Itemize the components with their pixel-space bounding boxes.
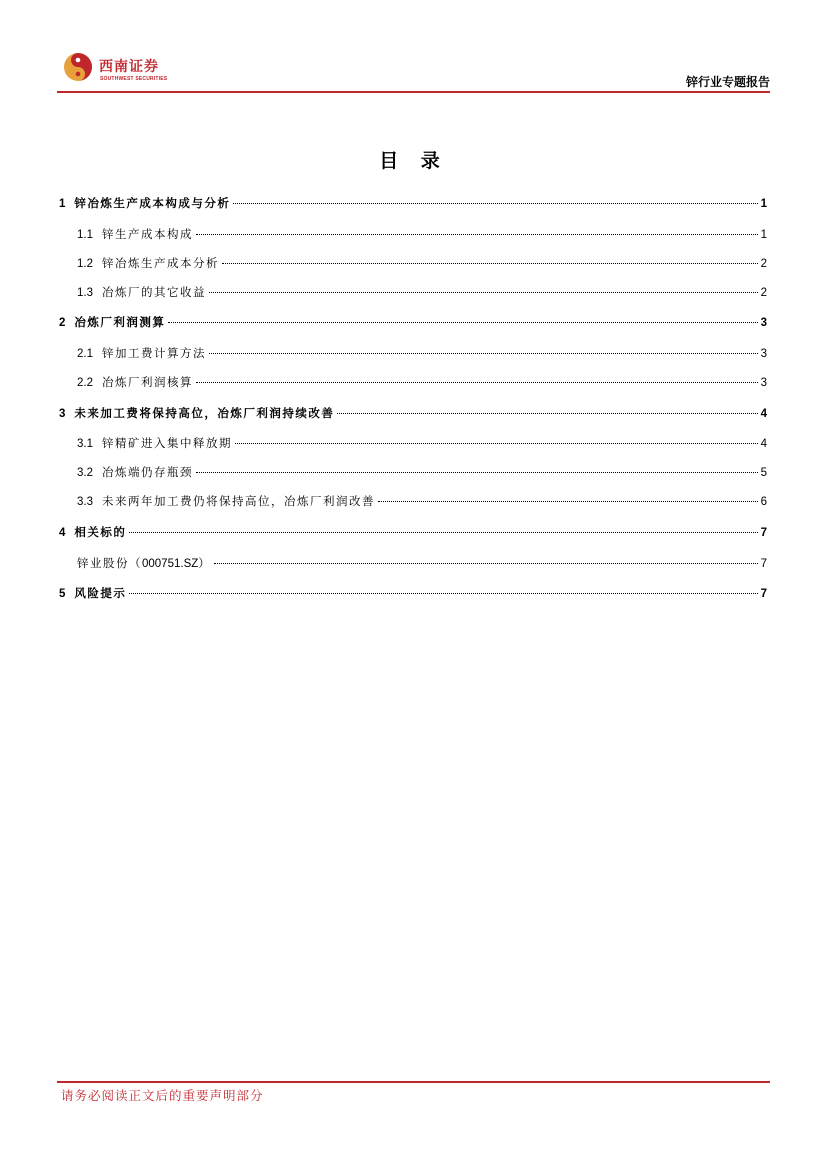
toc-entry-page: 7: [760, 588, 767, 600]
toc-leader: [214, 563, 757, 564]
toc-entry-number: 3.3: [77, 496, 93, 508]
toc-entry-page: 2: [760, 258, 767, 270]
toc-entry-page: 2: [760, 287, 767, 299]
toc-entry-title: 冶炼厂利润核算: [102, 375, 193, 389]
toc-leader: [209, 353, 758, 354]
toc-entry-number: 1.3: [77, 287, 93, 299]
header-divider: [57, 91, 770, 93]
toc-entry-title-close: ）: [198, 556, 212, 570]
toc-entry-number: 5: [59, 588, 66, 600]
toc-entry-title: 未来两年加工费仍将保持高位，冶炼厂利润改善: [102, 494, 375, 508]
toc-entry-page: 4: [760, 408, 767, 420]
toc-entry-page: 1: [760, 229, 767, 241]
toc-entry-title: 冶炼端仍存瓶颈: [102, 465, 193, 479]
toc-entry-number: 2.2: [77, 377, 93, 389]
page-header: [57, 46, 770, 94]
toc-entry-page: 3: [760, 317, 767, 329]
report-type: 锌行业专题报告: [685, 75, 770, 89]
toc-entry-page: 7: [760, 527, 767, 539]
toc-leader: [196, 382, 758, 383]
toc-entry-1-2[interactable]: [77, 255, 767, 271]
toc-entry-1[interactable]: [59, 195, 767, 211]
toc-entry-page: 3: [760, 377, 767, 389]
toc-entry-3-1[interactable]: [77, 435, 767, 451]
toc-leader: [129, 532, 757, 533]
toc-entry-number: 3: [59, 408, 66, 420]
toc-leader: [209, 292, 758, 293]
toc-entry-4[interactable]: [59, 524, 767, 540]
toc-leader: [233, 203, 757, 204]
toc-entry-3[interactable]: [59, 405, 767, 421]
toc-entry-number: 2: [59, 317, 66, 329]
toc-entry-title: [77, 555, 211, 571]
toc-entry-2[interactable]: [59, 314, 767, 330]
toc-entry-page: 4: [760, 438, 767, 450]
footer-divider: [57, 1081, 770, 1083]
toc-entry-page: 1: [760, 198, 767, 210]
toc-leader: [235, 443, 758, 444]
toc-entry-number: 3.2: [77, 467, 93, 479]
toc-leader: [337, 413, 757, 414]
toc-entry-number: 1.1: [77, 229, 93, 241]
brand-logo: [63, 50, 173, 86]
brand-name-cn: 西南证券: [99, 59, 159, 75]
toc-leader: [222, 263, 758, 264]
toc-entry-number: 2.1: [77, 348, 93, 360]
toc-leader: [378, 501, 758, 502]
toc-entry-page: 7: [760, 558, 767, 570]
toc-entry-4-company[interactable]: [77, 555, 767, 571]
toc-entry-title: 锌冶炼生产成本分析: [102, 256, 219, 270]
toc-entry-2-2[interactable]: [77, 374, 767, 390]
toc-entry-3-2[interactable]: [77, 464, 767, 480]
toc-leader: [196, 234, 758, 235]
toc-entry-1-3[interactable]: [77, 284, 767, 300]
brand-name-en: SOUTHWEST SECURITIES: [100, 76, 168, 82]
toc-leader: [168, 322, 757, 323]
toc-entry-title: 锌加工费计算方法: [102, 346, 206, 360]
toc-entry-page: 5: [760, 467, 767, 479]
toc-entry-number: 4: [59, 527, 66, 539]
toc-entry-5[interactable]: [59, 585, 767, 601]
logo-emblem-icon: [63, 52, 93, 82]
toc-entry-title: 相关标的: [74, 525, 127, 539]
toc-entry-number: 1: [59, 198, 66, 210]
toc-leader: [196, 472, 758, 473]
toc-entry-title: 锌精矿进入集中释放期: [102, 436, 232, 450]
toc-entry-number: 1.2: [77, 258, 93, 270]
toc-entry-number: 3.1: [77, 438, 93, 450]
toc-title: 目 录: [379, 150, 448, 172]
stock-code: 000751.SZ: [142, 558, 199, 570]
toc-entry-page: 6: [760, 496, 767, 508]
toc-entry-title: 冶炼厂利润测算: [74, 315, 166, 329]
toc-entry-title: 未来加工费将保持高位，冶炼厂利润持续改善: [74, 406, 335, 420]
toc-entry-title: 锌生产成本构成: [102, 227, 193, 241]
toc-entry-3-3[interactable]: [77, 493, 767, 509]
toc-entry-1-1[interactable]: [77, 226, 767, 242]
toc-entry-page: 3: [760, 348, 767, 360]
footer-disclaimer: 请务必阅读正文后的重要声明部分: [61, 1088, 264, 1103]
toc-entry-title: 风险提示: [74, 586, 127, 600]
toc-entry-2-1[interactable]: [77, 345, 767, 361]
toc-leader: [129, 593, 757, 594]
toc-entry-title: 冶炼厂的其它收益: [102, 285, 206, 299]
toc-entry-title-cn: 锌业股份（: [77, 556, 142, 570]
toc-entry-title: 锌冶炼生产成本构成与分析: [74, 196, 231, 210]
